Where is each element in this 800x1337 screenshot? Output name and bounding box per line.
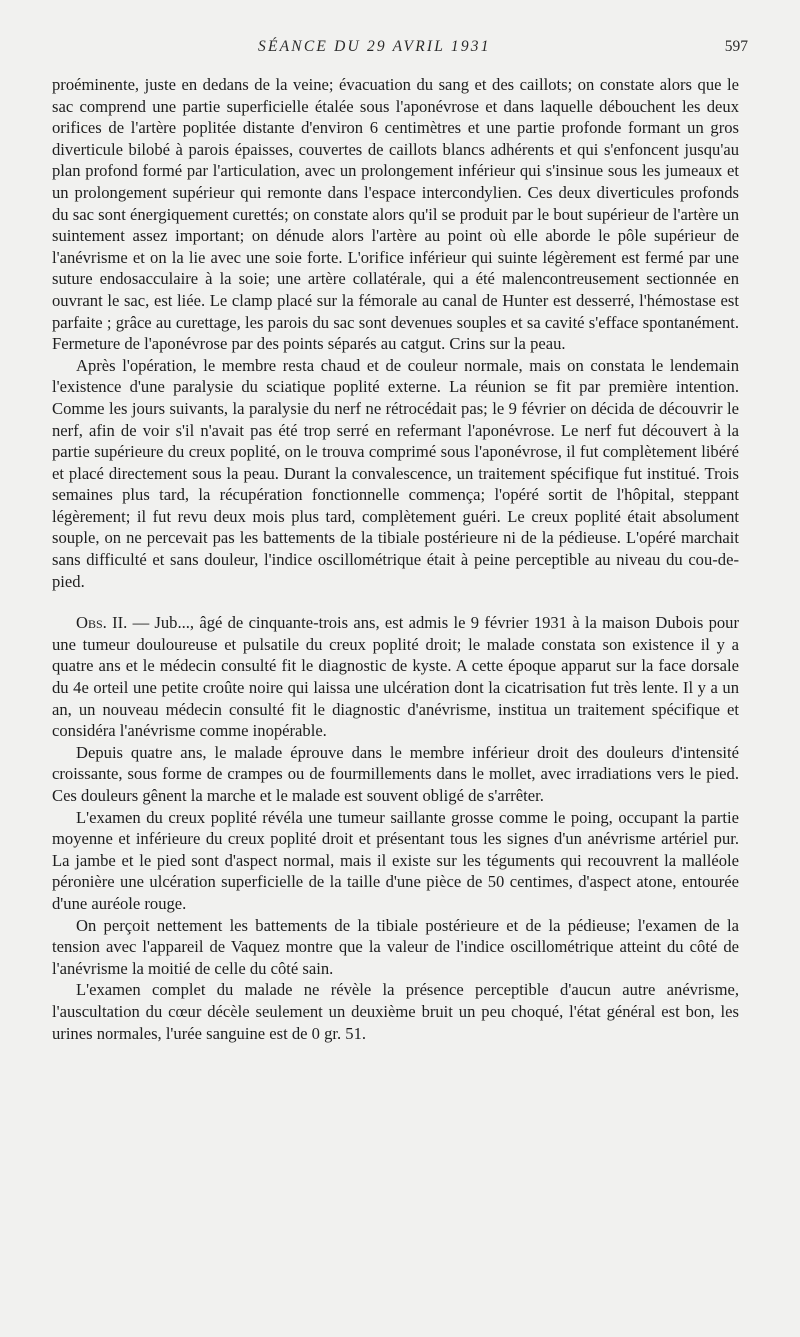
observation-label: Obs. II. — [76, 613, 128, 633]
paragraph-postoperative-course: Après l'opération, le membre resta chaud et de couleur normale, mais on constata le lendemain l'existence d'une paralysie du sciatique poplité externe. La réunion se fit par première intention. Comme les jours suivants, la paralysie du nerf ne rétrocédait pas; le 9 février on décida de découvrir le nerf, afin de voir s'il n'avait pas été trop serré en refermant l'aponévrose. Le nerf fut découvert à la partie supérieure du creux poplité, on le trouva comprimé sous l'aponévrose, il fut complètement libéré et placé directement sous la peau. Durant la convalescence, un traitement spécifique fut institué. Trois semaines plus tard, la récupération fonctionnelle commença; l'opéré sortit de l'hôpital, steppant légèrement; il fut revu deux mois plus tard, complètement guéri. Le creux poplité était absolument souple, on ne percevait pas les battements de la tibiale postérieure ni de la pédieuse. L'opéré marchait sans difficulté et sans douleur, l'indice oscillométrique était à peine perceptible au niveau du cou-de-pied. — [52, 355, 739, 591]
running-head — [0, 38, 800, 60]
paragraph-examination: L'examen du creux poplité révéla une tumeur saillante grosse comme le poing, occupant la partie moyenne et inférieure du creux poplité droit et présentant tous les signes d'un anévrisme artériel pur. La jambe et le pied sont d'aspect normal, mais il existe sur les téguments qui recouvrent la malléole péronière une ulcération superficielle de la taille d'une pièce de 50 centimes, d'aspect atone, entourée d'une auréole rouge. — [52, 807, 739, 913]
paragraph-general-exam: L'examen complet du malade ne révèle la présence perceptible d'aucun autre anévrisme, l'auscultation du cœur décèle seulement un deuxième bruit un peu choqué, l'état général est bon, les urines normales, l'urée sanguine est de 0 gr. 51. — [52, 980, 739, 1043]
paragraph-symptoms: Depuis quatre ans, le malade éprouve dans le membre inférieur droit des douleurs d'intensité croissante, sous forme de crampes ou de fourmillements dans le mollet, avec irradiations vers le pied. Ces douleurs gênent la marche et le malade est souvent obligé de s'arrêter. — [52, 742, 739, 805]
paragraph-operation-details: proéminente, juste en dedans de la veine; évacuation du sang et des caillots; on constate alors que le sac comprend une partie superficielle étalée sous l'aponévrose et dans laquelle débouchent les deux orifices de l'artère poplitée distante d'environ 6 centimètres et une partie profonde formant un gros diverticule bilobé à parois épaisses, couvertes de caillots blancs adhérents et qui s'enfoncent jusqu'au plan profond formé par l'articulation, avec un prolongement inférieur qui s'insinue sous les jumeaux et un prolongement supérieur qui remonte dans l'espace intercondylien. Ces deux diverticules profonds du sac sont énergiquement curettés; on constate alors qu'il se produit par le bout supérieur de l'artère un suintement assez important; on dénude alors l'artère au point où elle aborde le pôle supérieur de l'anévrisme et on la lie avec une soie forte. L'orifice inférieur qui suinte légèrement est fermé par une suture endosacculaire à la soie; une artère collatérale, qui a été malencontreusement sectionnée en ouvrant le sac, est liée. Le clamp placé sur la fémorale au canal de Hunter est desserré, l'hémostase est parfaite ; grâce au curettage, les parois du sac sont devenues souples et sa cavité s'efface spontanément. Fermeture de l'aponévrose par des points séparés au catgut. Crins sur la peau. — [52, 75, 739, 354]
paragraph-observation-ii — [52, 612, 739, 742]
body-text — [52, 74, 739, 1044]
paragraph-pulses: On perçoit nettement les battements de la tibiale postérieure et de la pédieuse; l'examen de la tension avec l'appareil de Vaquez montre que la valeur de l'indice oscillométrique atteint du côté de l'anévrisme la moitié de celle du côté sain. — [52, 915, 739, 978]
observation-ii-text: — Jub..., âgé de cinquante-trois ans, est admis le 9 février 1931 à la maison Dubois pour une tumeur douloureuse et pulsatile du creux poplité droit; le malade constata son existence il y a quatre ans et le médecin consulté fit le diagnostic de kyste. A cette époque apparut sur la face dorsale du 4e orteil une petite croûte noire qui laissa une ulcération dont la cicatrisation fut très lente. Il y a un an, un nouveau médecin consulté fit le diagnostic d'anévrisme, institua un traitement spécifique et considéra l'anévrisme comme inopérable. — [52, 613, 739, 741]
page-number: 597 — [724, 38, 748, 55]
running-head-title: SÉANCE DU 29 AVRIL 1931 — [258, 38, 491, 55]
